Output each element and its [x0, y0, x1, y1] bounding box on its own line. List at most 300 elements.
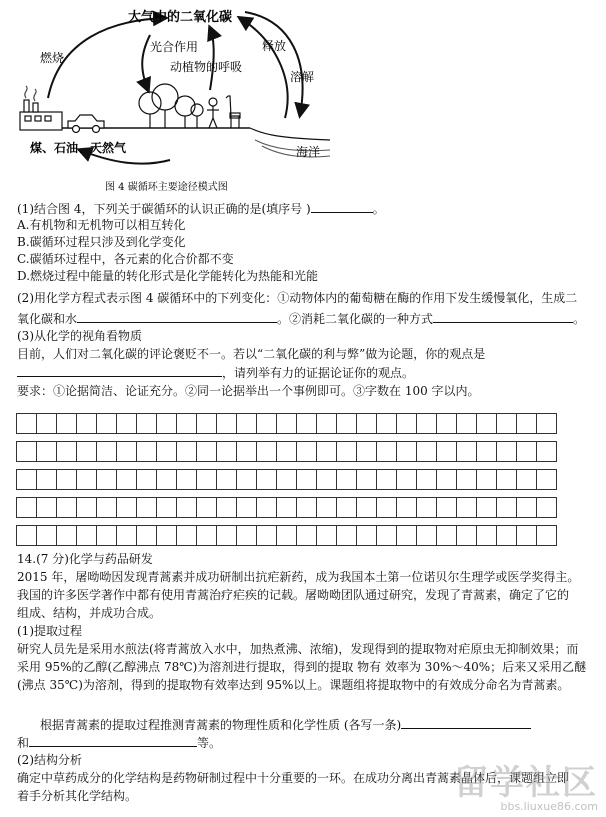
grid-cell[interactable]	[437, 470, 457, 490]
grid-cell[interactable]	[537, 526, 557, 546]
grid-cell[interactable]	[337, 498, 357, 518]
grid-cell[interactable]	[497, 442, 517, 462]
grid-cell[interactable]	[397, 414, 417, 434]
grid-cell[interactable]	[77, 470, 97, 490]
grid-cell[interactable]	[257, 498, 277, 518]
grid-cell[interactable]	[377, 498, 397, 518]
grid-gap-cell	[117, 490, 137, 498]
grid-cell[interactable]	[217, 498, 237, 518]
grid-cell[interactable]	[537, 498, 557, 518]
grid-gap-cell	[37, 518, 57, 526]
q14-p1-line3: 组成、结构，并成功合成。	[17, 606, 162, 620]
factory-figure	[20, 86, 62, 130]
grid-cell[interactable]	[417, 498, 437, 518]
grid-cell[interactable]	[77, 526, 97, 546]
grid-gap-cell	[497, 434, 517, 442]
grid-gap-cell	[257, 462, 277, 470]
q14-s1-question	[40, 716, 531, 733]
q14-chemical-property-blank[interactable]	[29, 734, 197, 747]
grid-cell[interactable]	[357, 526, 377, 546]
grid-row-gap	[17, 490, 557, 498]
grid-gap-cell	[57, 434, 77, 442]
grid-cell[interactable]	[397, 442, 417, 462]
grid-cell[interactable]	[497, 470, 517, 490]
grid-gap-cell	[537, 434, 557, 442]
grid-gap-cell	[317, 434, 337, 442]
grid-cell[interactable]	[177, 498, 197, 518]
grid-cell[interactable]	[37, 442, 57, 462]
grid-gap-cell	[177, 490, 197, 498]
grid-gap-cell	[17, 434, 37, 442]
grid-cell[interactable]	[517, 470, 537, 490]
grid-gap-cell	[97, 490, 117, 498]
respiration-arrow	[210, 28, 214, 90]
grid-cell[interactable]	[117, 498, 137, 518]
grid-cell[interactable]	[417, 470, 437, 490]
grid-cell[interactable]	[457, 526, 477, 546]
grid-gap-cell	[317, 518, 337, 526]
grid-cell[interactable]	[57, 414, 77, 434]
grid-cell[interactable]	[317, 414, 337, 434]
q1-answer-blank[interactable]	[311, 200, 373, 213]
shore-line	[250, 128, 330, 140]
atmosphere-label: 大气中的二氧化碳	[128, 10, 233, 25]
grid-cell[interactable]	[457, 498, 477, 518]
grid-gap-cell	[217, 518, 237, 526]
grid-cell[interactable]	[17, 414, 37, 434]
grid-cell[interactable]	[37, 470, 57, 490]
grid-cell[interactable]	[177, 526, 197, 546]
q14-p1-line1: 2015 年，屠呦呦因发现青蒿素并成功研制出抗疟新药，成为我国本土第一位诺贝尔生理学或医学奖得主。	[17, 570, 580, 584]
grid-row[interactable]	[17, 498, 557, 518]
grid-cell[interactable]	[217, 442, 237, 462]
grid-gap-cell	[337, 462, 357, 470]
grid-cell[interactable]	[197, 498, 217, 518]
grid-gap-cell	[437, 434, 457, 442]
q14-title: 14.(7 分)化学与药品研发	[17, 552, 153, 566]
grid-gap-cell	[477, 518, 497, 526]
grid-cell[interactable]	[437, 442, 457, 462]
trees	[139, 84, 203, 128]
respiration-label: 动植物的呼吸	[170, 60, 243, 74]
grid-gap-cell	[257, 434, 277, 442]
grid-cell[interactable]	[457, 442, 477, 462]
grid-cell[interactable]	[117, 442, 137, 462]
grid-row[interactable]	[17, 442, 557, 462]
grid-cell[interactable]	[97, 442, 117, 462]
grid-gap-cell	[297, 434, 317, 442]
grid-gap-cell	[317, 490, 337, 498]
q1-option-c: C.碳循环过程中，各元素的化合价都不变	[17, 252, 234, 266]
grid-gap-cell	[137, 518, 157, 526]
grid-cell[interactable]	[397, 498, 417, 518]
grid-cell[interactable]	[357, 414, 377, 434]
q14-and-text: 和	[17, 736, 30, 750]
grid-gap-cell	[517, 518, 537, 526]
grid-cell[interactable]	[57, 498, 77, 518]
grid-cell[interactable]	[377, 526, 397, 546]
grid-cell[interactable]	[357, 442, 377, 462]
grid-cell[interactable]	[517, 414, 537, 434]
grid-cell[interactable]	[297, 442, 317, 462]
grid-cell[interactable]	[137, 442, 157, 462]
grid-gap-cell	[497, 490, 517, 498]
grid-gap-cell	[277, 518, 297, 526]
grid-gap-cell	[437, 490, 457, 498]
grid-cell[interactable]	[277, 470, 297, 490]
grid-cell[interactable]	[17, 498, 37, 518]
grid-gap-cell	[97, 434, 117, 442]
q1-stem-text: (1)结合图 4，下列关于碳循环的认识正确的是(填序号 )	[17, 202, 311, 216]
grid-gap-cell	[517, 434, 537, 442]
q2-text-a: 氧化碳和水	[17, 312, 78, 326]
grid-cell[interactable]	[497, 498, 517, 518]
grid-gap-cell	[537, 518, 557, 526]
grid-cell[interactable]	[537, 470, 557, 490]
grid-cell[interactable]	[377, 442, 397, 462]
grid-cell[interactable]	[237, 442, 257, 462]
q2-blank-1[interactable]	[77, 310, 277, 323]
release-arrow	[240, 18, 288, 118]
grid-gap-cell	[237, 518, 257, 526]
grid-gap-cell	[357, 518, 377, 526]
grid-gap-cell	[537, 462, 557, 470]
q14-s1-line2: 采用 95%的乙醇(乙醇沸点 78℃)为溶剂进行提取，得到的提取 物有 效率为 30%～40%；后来又采用乙醚	[17, 660, 587, 674]
figure-caption: 图 4 碳循环主要途径模式图	[105, 182, 228, 193]
person-figure	[207, 98, 219, 128]
grid-gap-cell	[277, 462, 297, 470]
grid-cell[interactable]	[177, 470, 197, 490]
grid-cell[interactable]	[77, 442, 97, 462]
writing-grid[interactable]	[16, 413, 557, 546]
grid-gap-cell	[317, 462, 337, 470]
grid-cell[interactable]	[497, 414, 517, 434]
q14-s1-title: (1)提取过程	[17, 624, 82, 638]
grid-gap-cell	[457, 434, 477, 442]
grid-gap-cell	[17, 490, 37, 498]
grid-row-gap	[17, 462, 557, 470]
watermark-logo-text: 留学社区	[454, 763, 598, 803]
grid-cell[interactable]	[297, 498, 317, 518]
grid-cell[interactable]	[237, 414, 257, 434]
grid-gap-cell	[397, 518, 417, 526]
grid-cell[interactable]	[417, 414, 437, 434]
grid-gap-cell	[337, 434, 357, 442]
grid-gap-cell	[77, 490, 97, 498]
grid-row-gap	[17, 434, 557, 442]
q3-line1: 目前，人们对二氧化碳的评论褒贬不一。若以“二氧化碳的利与弊”做为论题，你的观点是	[17, 347, 486, 361]
grid-gap-cell	[197, 518, 217, 526]
grid-gap-cell	[37, 434, 57, 442]
q1-option-a: A.有机物和无机物可以相互转化	[17, 218, 186, 232]
grid-cell[interactable]	[277, 498, 297, 518]
grid-cell[interactable]	[57, 442, 77, 462]
grid-cell[interactable]	[117, 470, 137, 490]
q3-title: (3)从化学的视角看物质	[17, 329, 142, 343]
grid-gap-cell	[357, 462, 377, 470]
grid-gap-cell	[297, 462, 317, 470]
grid-cell[interactable]	[117, 526, 137, 546]
grid-cell[interactable]	[297, 526, 317, 546]
grid-cell[interactable]	[177, 414, 197, 434]
grid-gap-cell	[177, 518, 197, 526]
grid-gap-cell	[217, 434, 237, 442]
grid-gap-cell	[17, 518, 37, 526]
grid-cell[interactable]	[97, 526, 117, 546]
grid-gap-cell	[357, 490, 377, 498]
grid-gap-cell	[237, 434, 257, 442]
grid-gap-cell	[37, 490, 57, 498]
grid-cell[interactable]	[477, 526, 497, 546]
grid-cell[interactable]	[37, 498, 57, 518]
grid-gap-cell	[517, 490, 537, 498]
grid-gap-cell	[117, 434, 137, 442]
grid-row[interactable]	[17, 470, 557, 490]
grid-cell[interactable]	[437, 414, 457, 434]
grid-cell[interactable]	[517, 526, 537, 546]
grid-gap-cell	[237, 462, 257, 470]
grid-cell[interactable]	[137, 526, 157, 546]
grid-cell[interactable]	[497, 526, 517, 546]
grid-gap-cell	[237, 490, 257, 498]
grid-cell[interactable]	[197, 442, 217, 462]
grid-cell[interactable]	[137, 470, 157, 490]
grid-gap-cell	[97, 462, 117, 470]
grid-gap-cell	[477, 434, 497, 442]
grid-gap-cell	[477, 490, 497, 498]
grid-cell[interactable]	[177, 442, 197, 462]
grid-gap-cell	[377, 434, 397, 442]
q14-s1-line1: 研究人员先是采用水煎法(将青蒿放入水中，加热煮沸、浓缩)，发现得到的提取物对疟原虫无抑制效果；而	[17, 642, 579, 656]
grid-cell[interactable]	[157, 498, 177, 518]
grid-cell[interactable]	[257, 442, 277, 462]
giraffe-figure	[226, 96, 240, 128]
q14-physical-property-blank[interactable]	[401, 716, 531, 729]
watermark-url: bbs.liuxue86.com	[500, 800, 598, 813]
ocean-label: 海洋	[296, 145, 321, 159]
grid-cell[interactable]	[477, 470, 497, 490]
grid-cell[interactable]	[157, 414, 177, 434]
grid-gap-cell	[457, 518, 477, 526]
carbon-cycle-figure	[0, 0, 606, 200]
q14-s1-question-line2	[17, 734, 221, 751]
grid-cell[interactable]	[277, 414, 297, 434]
grid-cell[interactable]	[337, 414, 357, 434]
grid-gap-cell	[17, 462, 37, 470]
grid-cell[interactable]	[537, 442, 557, 462]
grid-gap-cell	[157, 490, 177, 498]
grid-gap-cell	[417, 434, 437, 442]
grid-gap-cell	[157, 434, 177, 442]
grid-cell[interactable]	[397, 526, 417, 546]
grid-cell[interactable]	[437, 498, 457, 518]
grid-gap-cell	[57, 462, 77, 470]
grid-row[interactable]	[17, 414, 557, 434]
grid-gap-cell	[77, 518, 97, 526]
grid-gap-cell	[257, 490, 277, 498]
q2-text-c: 。	[573, 312, 586, 326]
grid-cell[interactable]	[217, 414, 237, 434]
grid-gap-cell	[137, 434, 157, 442]
grid-gap-cell	[57, 490, 77, 498]
q14-s1-line3: (沸点 35℃)为溶剂，得到的提取物有效率达到 95%以上。课题组将提取物中的有效成分命名为青蒿素。	[17, 678, 570, 692]
grid-gap-cell	[337, 518, 357, 526]
grid-cell[interactable]	[257, 470, 277, 490]
grid-cell[interactable]	[317, 526, 337, 546]
q14-s2-title: (2)结构分析	[17, 753, 82, 767]
q3-viewpoint-blank[interactable]	[17, 364, 222, 377]
grid-cell[interactable]	[237, 526, 257, 546]
grid-gap-cell	[417, 490, 437, 498]
grid-gap-cell	[417, 462, 437, 470]
q1-stem	[17, 200, 385, 217]
grid-cell[interactable]	[157, 470, 177, 490]
grid-cell[interactable]	[257, 414, 277, 434]
grid-cell[interactable]	[457, 470, 477, 490]
grid-cell[interactable]	[317, 498, 337, 518]
photosynthesis-arrow	[142, 35, 150, 90]
grid-cell[interactable]	[237, 498, 257, 518]
grid-cell[interactable]	[137, 414, 157, 434]
grid-cell[interactable]	[397, 470, 417, 490]
grid-cell[interactable]	[477, 414, 497, 434]
grid-cell[interactable]	[337, 470, 357, 490]
grid-cell[interactable]	[77, 414, 97, 434]
grid-gap-cell	[457, 490, 477, 498]
photosynthesis-label: 光合作用	[150, 40, 199, 54]
grid-gap-cell	[77, 434, 97, 442]
grid-gap-cell	[77, 462, 97, 470]
grid-cell[interactable]	[277, 442, 297, 462]
grid-gap-cell	[337, 490, 357, 498]
grid-cell[interactable]	[217, 470, 237, 490]
grid-gap-cell	[257, 518, 277, 526]
grid-gap-cell	[437, 462, 457, 470]
grid-cell[interactable]	[217, 526, 237, 546]
grid-cell[interactable]	[197, 470, 217, 490]
grid-gap-cell	[397, 434, 417, 442]
grid-cell[interactable]	[197, 526, 217, 546]
grid-gap-cell	[377, 518, 397, 526]
grid-gap-cell	[357, 434, 377, 442]
grid-cell[interactable]	[97, 470, 117, 490]
grid-gap-cell	[497, 518, 517, 526]
grid-cell[interactable]	[97, 414, 117, 434]
grid-cell[interactable]	[157, 526, 177, 546]
grid-cell[interactable]	[417, 442, 437, 462]
grid-cell[interactable]	[317, 470, 337, 490]
grid-row[interactable]	[17, 526, 557, 546]
grid-gap-cell	[197, 490, 217, 498]
grid-cell[interactable]	[117, 414, 137, 434]
q1-stem-end: 。	[372, 202, 385, 216]
grid-gap-cell	[97, 518, 117, 526]
grid-cell[interactable]	[357, 470, 377, 490]
grid-gap-cell	[457, 462, 477, 470]
grid-cell[interactable]	[517, 442, 537, 462]
grid-gap-cell	[517, 462, 537, 470]
grid-cell[interactable]	[537, 414, 557, 434]
q14-s2-line2: 着手分析其化学结构。	[17, 789, 138, 803]
grid-gap-cell	[377, 462, 397, 470]
grid-gap-cell	[397, 490, 417, 498]
grid-cell[interactable]	[97, 498, 117, 518]
grid-cell[interactable]	[17, 526, 37, 546]
grid-cell[interactable]	[57, 470, 77, 490]
q2-blank-2[interactable]	[433, 310, 573, 323]
q1-option-b: B.碳循环过程只涉及到化学变化	[17, 235, 186, 249]
fuels-label: 煤、石油、天然气	[30, 141, 127, 155]
grid-cell[interactable]	[57, 526, 77, 546]
q2-line2	[17, 310, 585, 327]
grid-cell[interactable]	[37, 526, 57, 546]
grid-cell[interactable]	[17, 442, 37, 462]
grid-gap-cell	[497, 462, 517, 470]
grid-cell[interactable]	[297, 414, 317, 434]
grid-gap-cell	[397, 462, 417, 470]
grid-gap-cell	[277, 490, 297, 498]
grid-gap-cell	[217, 490, 237, 498]
grid-gap-cell	[477, 462, 497, 470]
grid-cell[interactable]	[17, 470, 37, 490]
grid-cell[interactable]	[157, 442, 177, 462]
grid-gap-cell	[157, 462, 177, 470]
grid-gap-cell	[137, 462, 157, 470]
q14-p1-line2: 我国的许多医学著作中都有使用青蒿治疗疟疾的记载。屠呦呦团队通过研究，发现了青蒿素，确定了它的	[17, 588, 570, 602]
q3-line2-text: ，请列举有力的证据论证你的观点。	[222, 366, 415, 380]
grid-row-gap	[17, 518, 557, 526]
grid-gap-cell	[177, 434, 197, 442]
grid-gap-cell	[37, 462, 57, 470]
q2-text-b: 。②消耗二氧化碳的一种方式	[277, 312, 434, 326]
grid-cell[interactable]	[337, 442, 357, 462]
grid-cell[interactable]	[457, 414, 477, 434]
grid-cell[interactable]	[437, 526, 457, 546]
grid-cell[interactable]	[297, 470, 317, 490]
grid-gap-cell	[537, 490, 557, 498]
grid-gap-cell	[197, 434, 217, 442]
grid-gap-cell	[197, 462, 217, 470]
grid-cell[interactable]	[517, 498, 537, 518]
q3-line2	[17, 364, 414, 381]
grid-cell[interactable]	[317, 442, 337, 462]
grid-cell[interactable]	[257, 526, 277, 546]
grid-gap-cell	[157, 518, 177, 526]
grid-cell[interactable]	[77, 498, 97, 518]
grid-cell[interactable]	[137, 498, 157, 518]
q14-s2-line1: 确定中草药成分的化学结构是药物研制过程中十分重要的一环。在成功分离出青蒿素晶体后，课题组立即	[17, 771, 570, 785]
grid-cell[interactable]	[197, 414, 217, 434]
grid-cell[interactable]	[277, 526, 297, 546]
grid-cell[interactable]	[237, 470, 257, 490]
grid-gap-cell	[437, 518, 457, 526]
car-figure	[68, 115, 104, 133]
grid-cell[interactable]	[337, 526, 357, 546]
grid-cell[interactable]	[417, 526, 437, 546]
q1-option-d: D.燃烧过程中能量的转化形式是化学能转化为热能和光能	[17, 269, 319, 283]
grid-gap-cell	[57, 518, 77, 526]
grid-cell[interactable]	[477, 498, 497, 518]
grid-cell[interactable]	[377, 414, 397, 434]
dissolve-label: 溶解	[290, 70, 315, 84]
grid-cell[interactable]	[477, 442, 497, 462]
grid-cell[interactable]	[377, 470, 397, 490]
grid-gap-cell	[217, 462, 237, 470]
grid-gap-cell	[297, 518, 317, 526]
grid-cell[interactable]	[357, 498, 377, 518]
grid-gap-cell	[377, 490, 397, 498]
grid-cell[interactable]	[37, 414, 57, 434]
